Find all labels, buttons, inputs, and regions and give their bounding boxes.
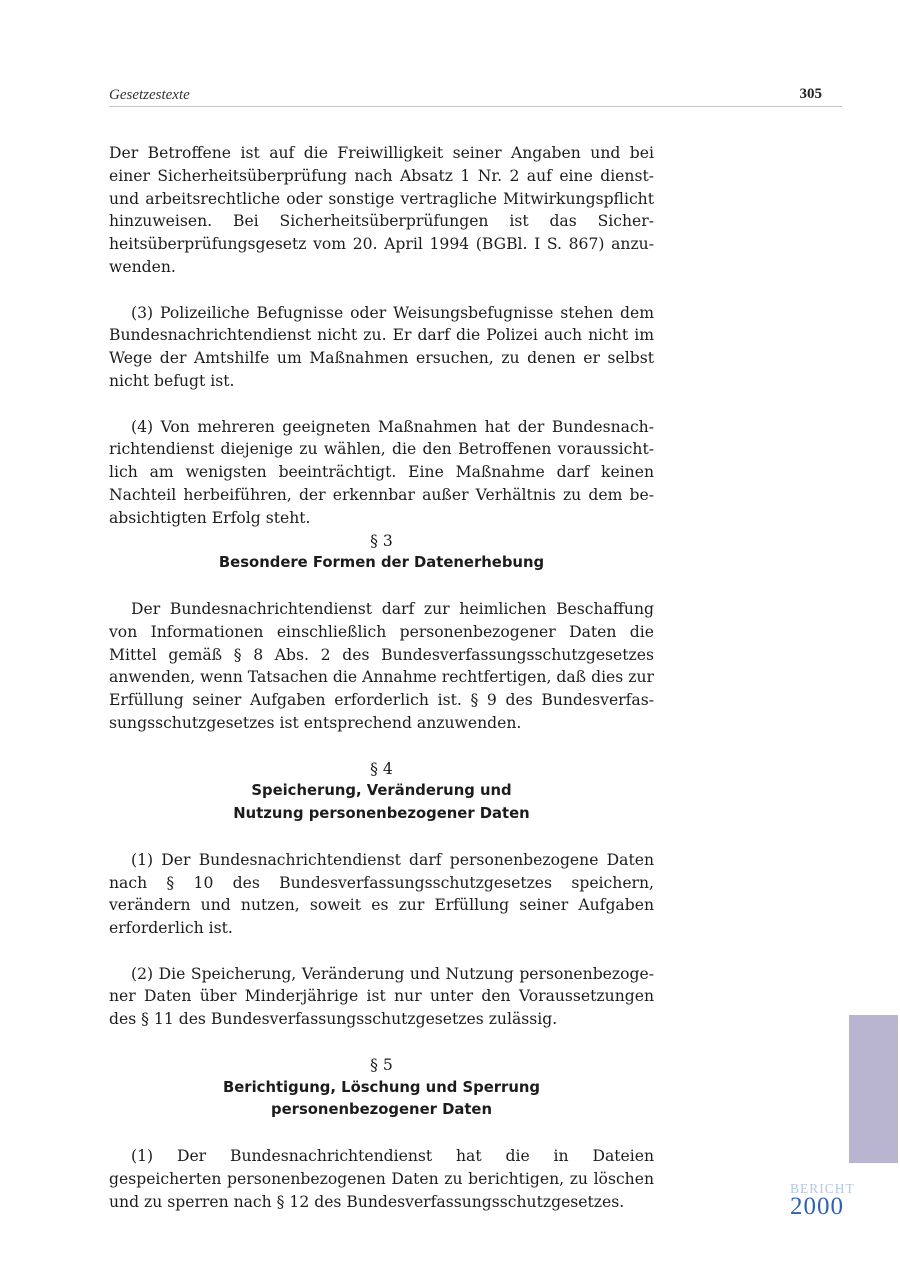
paragraph: Der Bundesnachrichtendienst darf zur heimlichen Beschaffung von Informationen einschließlich personenbezogener Daten die Mittel gemäß § 8 Abs. 2 des Bundesverfassungsschutzgesetzes anwenden, wenn Tatsachen die Annahme rechtfertigen, daß dies zur Erfüllung seiner Aufgaben erforderlich ist. § 9 des Bundesverfassungsschutzgesetzes ist entsprechend anzuwenden. <box>109 599 654 732</box>
logo-word: BERICHT <box>790 1181 855 1196</box>
paragraph: (3) Polizeiliche Befugnisse oder Weisungsbefugnisse stehen dem Bundesnachrichtendienst nicht zu. Er darf die Polizei auch nicht im Wege der Amtshilfe um Maßnahmen ersuchen, zu denen er selbst nicht befugt ist. <box>109 303 654 390</box>
page-body <box>109 142 654 1213</box>
page-header <box>109 86 842 107</box>
section-number: § 5 <box>370 1055 393 1074</box>
section-number: § 4 <box>370 759 393 778</box>
chapter-tab <box>849 1015 898 1163</box>
running-head: Gesetzestexte <box>109 87 190 103</box>
paragraph: (1) Der Bundesnachrichtendienst darf personenbezogene Daten nach § 10 des Bundesverfassungsschutzgesetzes speichern, verändern und nutzen, soweit es zur Erfüllung seiner Aufgaben erforderlich ist. <box>109 850 654 938</box>
paragraph: (4) Von mehreren geeigneten Maßnahmen hat der Bundesnachrichtendienst diejenige zu wählen, die den Betroffenen voraussichtlich am wenigsten beeinträchtigt. Eine Maßnahme darf keinen Nachteil herbeiführen, der erkennbar außer Verhältnis zu dem beabsichtigten Erfolg steht. <box>109 417 654 527</box>
paragraph: (2) Die Speicherung, Veränderung und Nutzung personenbezogener Daten über Minderjährige ist nur unter den Voraussetzungen des § 11 des Bundesverfassungsschutzgesetzes zulässig. <box>109 964 654 1029</box>
page-number: 305 <box>799 86 822 102</box>
paragraph: (1) Der Bundesnachrichtendienst hat die in Dateien gespeicherten personenbezogenen Daten zu berichtigen, zu löschen und zu sperren nach § 12 des Bundesverfassungsschutzgesetzes. <box>109 1147 654 1211</box>
report-logo <box>790 1182 870 1218</box>
paragraph: Der Betroffene ist auf die Freiwilligkeit seiner Angaben und bei einer Sicherheitsüberprüfung nach Absatz 1 Nr. 2 auf eine dienst- und arbeitsrechtliche oder sonstige vertragliche Mitwirkungspflicht hinzuweisen. Bei Sicherheitsüberprüfungen ist das Sicherheitsüberprüfungsgesetz vom 20. April 1994 (BGBl. I S. 867) anzuwenden. <box>109 144 654 276</box>
section-title: Nutzung personenbezogener Daten <box>233 805 530 823</box>
section-title: Speicherung, Veränderung und <box>251 782 512 800</box>
section-title: Besondere Formen der Datenerhebung <box>218 554 545 572</box>
section-title: Berichtigung, Löschung und Sperrung <box>222 1078 541 1096</box>
section-number: § 3 <box>370 531 393 550</box>
section-title: personenbezogener Daten <box>271 1101 492 1119</box>
logo-year: 2000 <box>790 1193 844 1220</box>
